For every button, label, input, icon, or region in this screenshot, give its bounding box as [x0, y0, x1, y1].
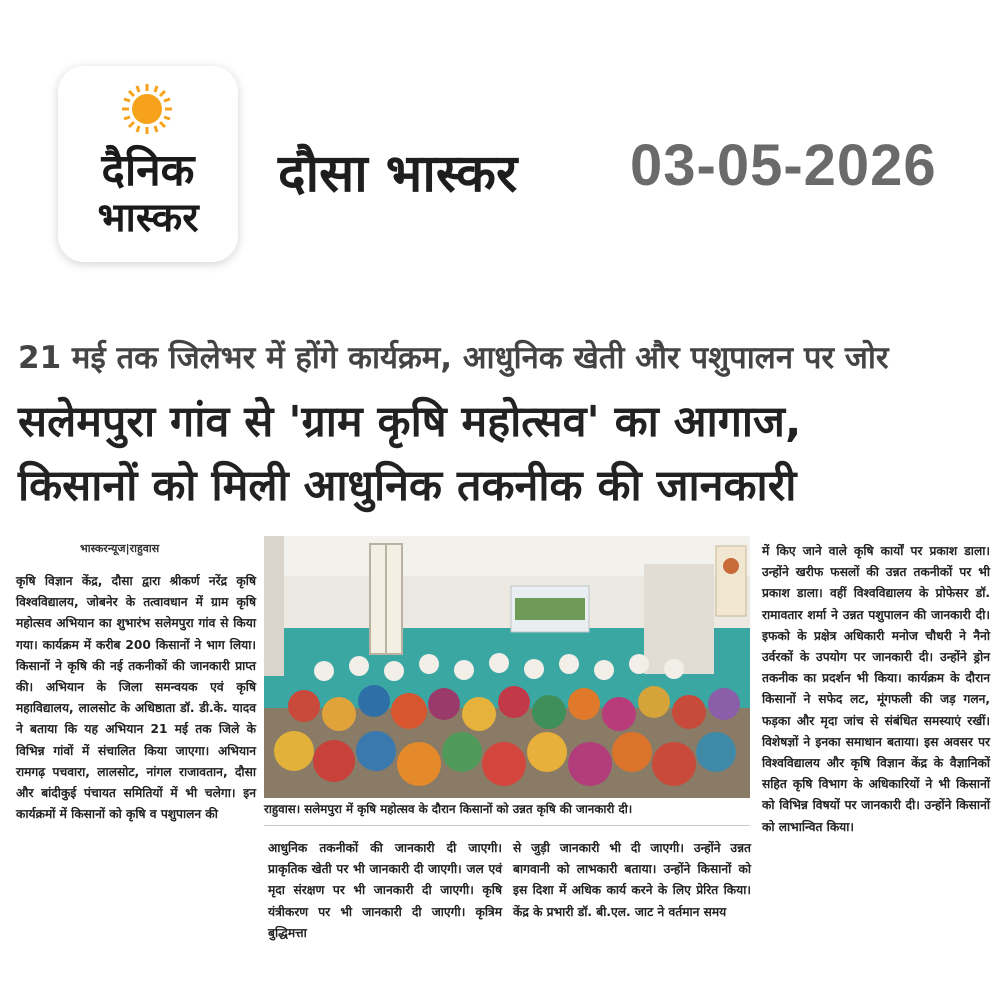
subheadline: 21 मई तक जिलेभर में होंगे कार्यक्रम, आधुनिक खेती और पशुपालन पर जोर: [18, 340, 889, 376]
article-column-4: में किए जाने वाले कृषि कार्यों पर प्रकाश डाला। उन्होंने खरीफ फसलों की उन्नत तकनीकों पर भी प्रकाश डाला। वहीं विश्वविद्यालय के प्रोफेसर डॉ. रामावतार शर्मा ने उन्नत पशुपालन की जानकारी दी। इफको के प्रक्षेत्र अधिकारी मनोज चौधरी ने नैनो उर्वरकों के उपयोग पर जानकारी दी। उन्होंने ड्रोन तकनीक का प्रदर्शन भी किया। कार्यक्रम के दौरान किसानों ने सफेद लट, मूंगफली की जड़ गलन, फड़का और मृदा जांच से संबंधित समस्याएं रखीं। विशेषज्ञों ने इनका समाधान बताया। इस अवसर पर विश्वविद्यालय और कृषि विज्ञान केंद्र के वैज्ञानिकों सहित कृषि विभाग के अधिकारियों ने भी किसानों को विभिन्न विषयों पर जानकारी दी। उन्होंने किसानों को लाभान्वित किया।: [762, 544, 990, 834]
photo-caption: राहुवास। सलेमपुरा में कृषि महोत्सव के दौरान किसानों को उन्नत कृषि की जानकारी दी।: [264, 802, 633, 816]
headline-line2: किसानों को मिली आधुनिक तकनीक की जानकारी: [18, 461, 797, 511]
caption-divider: [264, 825, 750, 826]
sun-icon: [120, 82, 174, 136]
farmers-gathering-photo: [264, 536, 750, 798]
article-photo: [264, 536, 750, 798]
article-column-3: से जुड़ी जानकारी भी दी जाएगी। उन्होंने उन्नत बागवानी को लाभकारी बताया। उन्होंने किसानों को इस दिशा में अधिक कार्य करने के लिए प्रेरित किया। केंद्र के प्रभारी डॉ. बी.एल. जाट ने वर्तमान समय: [513, 841, 751, 919]
article-column-2: आधुनिक तकनीकों की जानकारी दी जाएगी। प्राकृतिक खेती पर भी जानकारी दी जाएगी। जल एवं मृदा संरक्षण पर भी जानकारी दी जाएगी। कृषि यंत्रीकरण पर भी जानकारी दी जाएगी। कृत्रिम बुद्धिमत्ता: [268, 841, 502, 940]
byline: भास्करन्यूज|राहुवास: [80, 542, 160, 555]
newspaper-logo: [58, 66, 238, 262]
logo-text-line2: भास्कर: [97, 195, 199, 241]
logo-text-line1: दैनिक: [101, 145, 195, 196]
edition-date: 03-05-2026: [630, 133, 937, 198]
edition-name: दौसा भास्कर: [278, 144, 518, 204]
headline-line1: सलेमपुरा गांव से 'ग्राम कृषि महोत्सव' का आगाज,: [18, 397, 802, 447]
article-column-1: कृषि विज्ञान केंद्र, दौसा द्वारा श्रीकर्ण नरेंद्र कृषि विश्वविद्यालय, जोबनेर के तत्वावधान में ग्राम कृषि महोत्सव अभियान का शुभारंभ सलेमपुरा गांव से किया गया। कार्यक्रम में करीब 200 किसानों ने भाग लिया। किसानों ने कृषि की नई तकनीकों की जानकारी प्राप्त की। अभियान के जिला समन्वयक एवं कृषि महाविद्यालय, लालसोट के अधिष्ठाता डॉ. डी.के. यादव ने बताया कि यह अभियान 21 मई तक जिले के विभिन्न गांवों में संचालित किया जाएगा। अभियान रामगढ़ पचवारा, लालसोट, नांगल राजावतान, दौसा और बांदीकुई पंचायत समितियों में भी चलेगा। इन कार्यक्रमों में किसानों को कृषि व पशुपालन की: [16, 574, 256, 822]
